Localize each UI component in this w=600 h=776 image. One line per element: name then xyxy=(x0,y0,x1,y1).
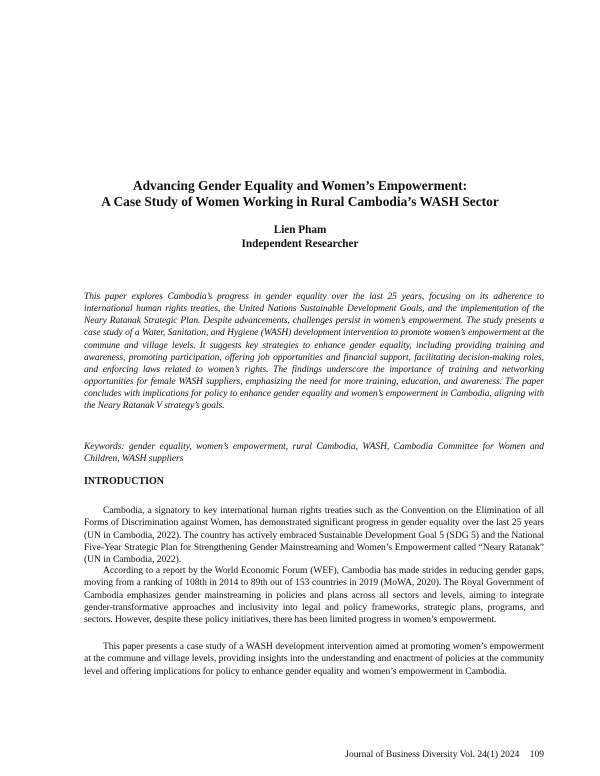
author-name: Lien Pham xyxy=(273,224,327,236)
keywords: Keywords: gender equality, women’s empowerment, rural Cambodia, WASH, Cambodia Committee for Women and Children, WASH suppliers xyxy=(84,442,544,465)
intro-paragraph-2: According to a report by the World Economic Forum (WEF), Cambodia has made strides in reducing gender gaps, moving from a ranking of 108th in 2014 to 89th out of 153 countries in 2019 (MoWA, 2020). The Royal Government of Cambodia emphasizes gender mainstreaming in policies and plans across all sectors and levels, aiming to integrate gender-transformative approaches and inclusivity into legal and policy frameworks, strategic plans, programs, and sectors. However, despite these policy initiatives, there has been limited progress in women’s empowerment. xyxy=(84,565,544,626)
page-number: 109 xyxy=(529,750,544,760)
abstract: This paper explores Cambodia’s progress in gender equality over the last 25 years, focusing on its adherence to international human rights treaties, the United Nations Sustainable Development Goals, and the implementation of the Neary Ratanak Strategic Plan. Despite advancements, challenges persist in women’s empowerment. The study presents a case study of a Water, Sanitation, and Hygiene (WASH) development intervention to promote women’s empowerment at the commune and village levels. It suggests key strategies to enhance gender equality, including providing training and awareness, promoting participation, offering job opportunities and financial support, facilitating decision-making roles, and enforcing laws related to women’s rights. The findings underscore the importance of training and networking opportunities for female WASH suppliers, emphasizing the need for more training, education, and awareness. The paper concludes with implications for policy to enhance gender equality and women’s empowerment in Cambodia, aligning with the Neary Ratanak V strategy’s goals. xyxy=(84,292,544,412)
author-affiliation: Independent Researcher xyxy=(241,238,359,250)
paper-title-line-1: Advancing Gender Equality and Women’s Empowerment: xyxy=(132,178,468,193)
intro-paragraph-1: Cambodia, a signatory to key international human rights treaties such as the Convention on the Elimination of all Forms of Discrimination against Women, has demonstrated significant progress in gender equality over the last 25 years (UN in Cambodia, 2022). The country has actively embraced Sustainable Development Goal 5 (SDG 5) and the National Five-Year Strategic Plan for Strengthening Gender Mainstreaming and Women’s Empowerment called “Neary Ratanak” (UN in Cambodia, 2022). xyxy=(84,505,544,566)
page-footer xyxy=(345,749,544,761)
section-heading-introduction: INTRODUCTION xyxy=(84,476,165,487)
paper-title-line-2: A Case Study of Women Working in Rural Cambodia’s WASH Sector xyxy=(101,194,499,209)
journal-citation: Journal of Business Diversity Vol. 24(1) 2024 xyxy=(345,750,520,760)
intro-paragraph-3: This paper presents a case study of a WASH development intervention aimed at promoting women’s empowerment at the commune and village levels, providing insights into the understanding and enactment of policies at the community level and offering implications for policy to enhance gender equality and women’s empowerment in Cambodia. xyxy=(84,641,544,677)
